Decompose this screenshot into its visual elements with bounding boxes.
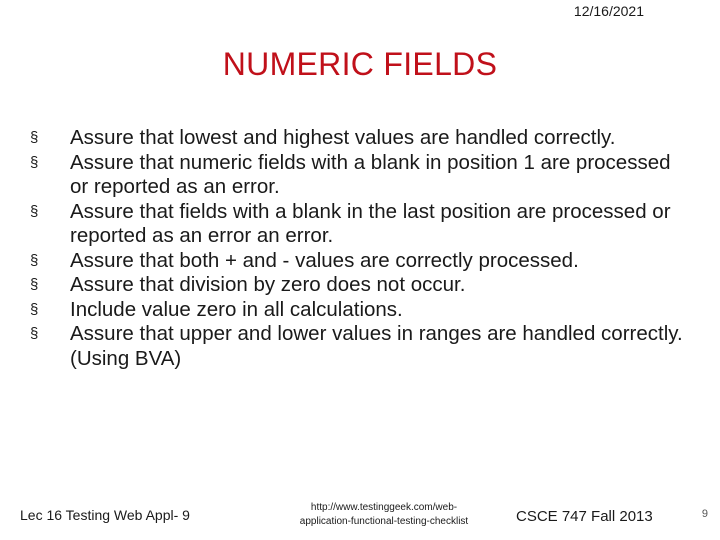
bullet-marker-icon: § (30, 300, 39, 318)
bullet-item (30, 298, 685, 323)
bullet-text: Assure that both + and - values are correctly processed. (70, 248, 579, 272)
bullet-text: Assure that numeric fields with a blank in position 1 are processed or reported as an error. (70, 150, 671, 198)
bullet-marker-icon: § (30, 129, 39, 146)
bullet-marker-icon: § (30, 202, 39, 220)
bullet-list (30, 126, 685, 371)
bullet-marker-icon: § (30, 251, 39, 269)
bullet-text: Assure that fields with a blank in the last position are processed or reported as an error an error. (70, 199, 671, 247)
page-number: 9 (701, 508, 708, 520)
footer-source-link[interactable] (284, 501, 484, 529)
bullet-text: Include value zero in all calculations. (70, 297, 403, 321)
bullet-item (30, 249, 685, 274)
footer-course: CSCE 747 Fall 2013 (516, 508, 653, 525)
bullet-marker-icon: § (30, 276, 39, 293)
slide-date: 12/16/2021 (573, 3, 644, 19)
bullet-text: Assure that lowest and highest values are handled correctly. (70, 126, 616, 149)
bullet-marker-icon: § (30, 153, 39, 171)
footer-url-line: application-functional-testing-checklist (299, 516, 469, 527)
footer-lecture: Lec 16 Testing Web Appl- 9 (20, 507, 190, 523)
bullet-item (30, 200, 685, 249)
bullet-text: Assure that upper and lower values in ranges are handled correctly. (Using BVA) (70, 322, 683, 370)
footer-url-line: http://www.testinggeek.com/web- (310, 502, 458, 513)
bullet-text: Assure that division by zero does not occur. (70, 273, 466, 296)
bullet-item (30, 322, 685, 371)
bullet-item (30, 151, 685, 200)
bullet-item (30, 126, 685, 151)
bullet-marker-icon: § (30, 325, 39, 342)
slide-title: NUMERIC FIELDS (222, 46, 498, 82)
bullet-item (30, 273, 685, 298)
